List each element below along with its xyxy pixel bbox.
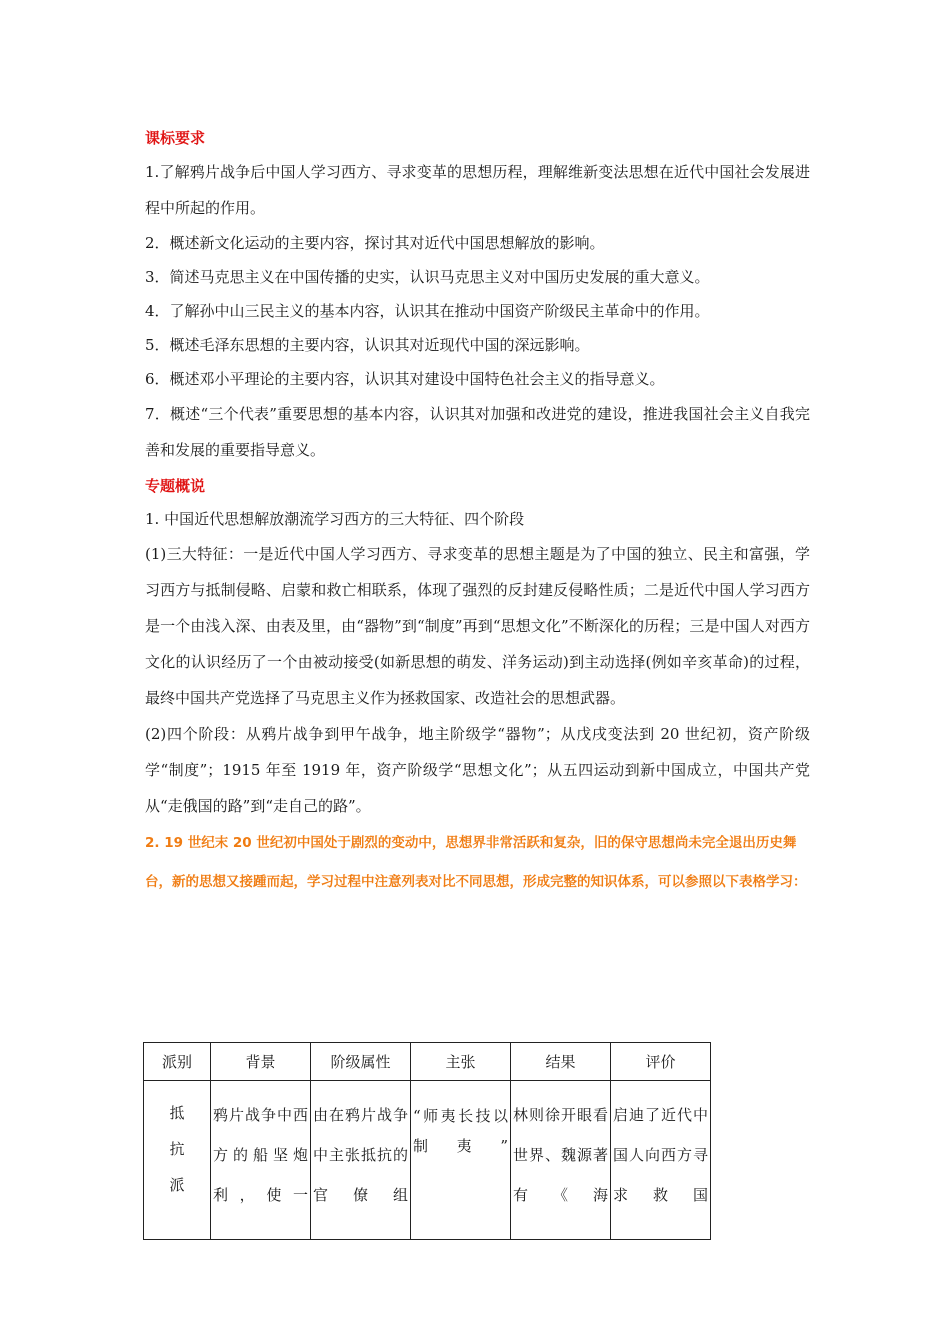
table-header-cell: 背景: [211, 1043, 311, 1081]
table-cell-claim: “师夷长技以制夷”: [411, 1081, 511, 1240]
list-item: 1.了解鸦片战争后中国人学习西方、寻求变革的思想历程，理解维新变法思想在近代中国社会发展进程中所起的作用。: [145, 163, 810, 217]
table-cell-faction: 抵抗派: [144, 1081, 211, 1240]
document-page: [145, 120, 810, 902]
section-title-curriculum: 课标要求: [145, 129, 206, 147]
table-header-cell: 结果: [511, 1043, 611, 1081]
highlight-paragraph: 2. 19 世纪末 20 世纪初中国处于剧烈的变动中，思想界非常活跃和复杂，旧的保守思想尚未完全退出历史舞台，新的思想又接踵而起，学习过程中注意列表对比不同思想，形成完整的知识体系，可以参照以下表格学习：: [145, 835, 807, 890]
list-item: 3．简述马克思主义在中国传播的史实，认识马克思主义对中国历史发展的重大意义。: [145, 268, 710, 286]
list-item: 4．了解孙中山三民主义的基本内容，认识其在推动中国资产阶级民主革命中的作用。: [145, 302, 710, 320]
table-header-cell: 评价: [611, 1043, 711, 1081]
table-cell-background: 鸦片战争中西方的船坚炮利，使一: [211, 1081, 311, 1240]
list-item: 7．概述“三个代表”重要思想的基本内容，认识其对加强和改进党的建设，推进我国社会主义自我完善和发展的重要指导意义。: [145, 405, 810, 459]
list-item: 6．概述邓小平理论的主要内容，认识其对建设中国特色社会主义的指导意义。: [145, 370, 665, 388]
table-header-cell: 主张: [411, 1043, 511, 1081]
section-title-overview: 专题概说: [145, 477, 206, 495]
table-cell-result: 林则徐开眼看世界、魏源著有《海: [511, 1081, 611, 1240]
paragraph-features: (1)三大特征：一是近代中国人学习西方、寻求变革的思想主题是为了中国的独立、民主和富强，学习西方与抵制侵略、启蒙和救亡相联系，体现了强烈的反封建反侵略性质；二是近代中国人学习西方是一个由浅入深、由表及里，由“器物”到“制度”再到“思想文化”不断深化的历程；三是中国人对西方文化的认识经历了一个由被动接受(如新思想的萌发、洋务运动)到主动选择(例如辛亥革命)的过程，最终中国共产党选择了马克思主义作为拯救国家、改造社会的思想武器。: [145, 545, 810, 707]
paragraph-stages: (2)四个阶段：从鸦片战争到甲午战争，地主阶级学“器物”；从戊戌变法到 20 世纪初，资产阶级学“制度”；1915 年至 1919 年，资产阶级学“思想文化”；从五四运动到新中国成立，中国共产党从“走俄国的路”到“走自己的路”。: [145, 725, 810, 815]
list-item: 5．概述毛泽东思想的主要内容，认识其对近现代中国的深远影响。: [145, 336, 590, 354]
list-item: 2．概述新文化运动的主要内容，探讨其对近代中国思想解放的影响。: [145, 234, 605, 252]
table-row: [144, 1081, 711, 1240]
table-header-row: [144, 1043, 711, 1081]
table-header-cell: 派别: [144, 1043, 211, 1081]
comparison-table: [143, 1042, 711, 1240]
point-title: 1. 中国近代思想解放潮流学习西方的三大特征、四个阶段: [145, 510, 525, 528]
table-header-cell: 阶级属性: [311, 1043, 411, 1081]
table-cell-class: 由在鸦片战争中主张抵抗的官僚组: [311, 1081, 411, 1240]
table-cell-evaluation: 启迪了近代中国人向西方寻求救国: [611, 1081, 711, 1240]
